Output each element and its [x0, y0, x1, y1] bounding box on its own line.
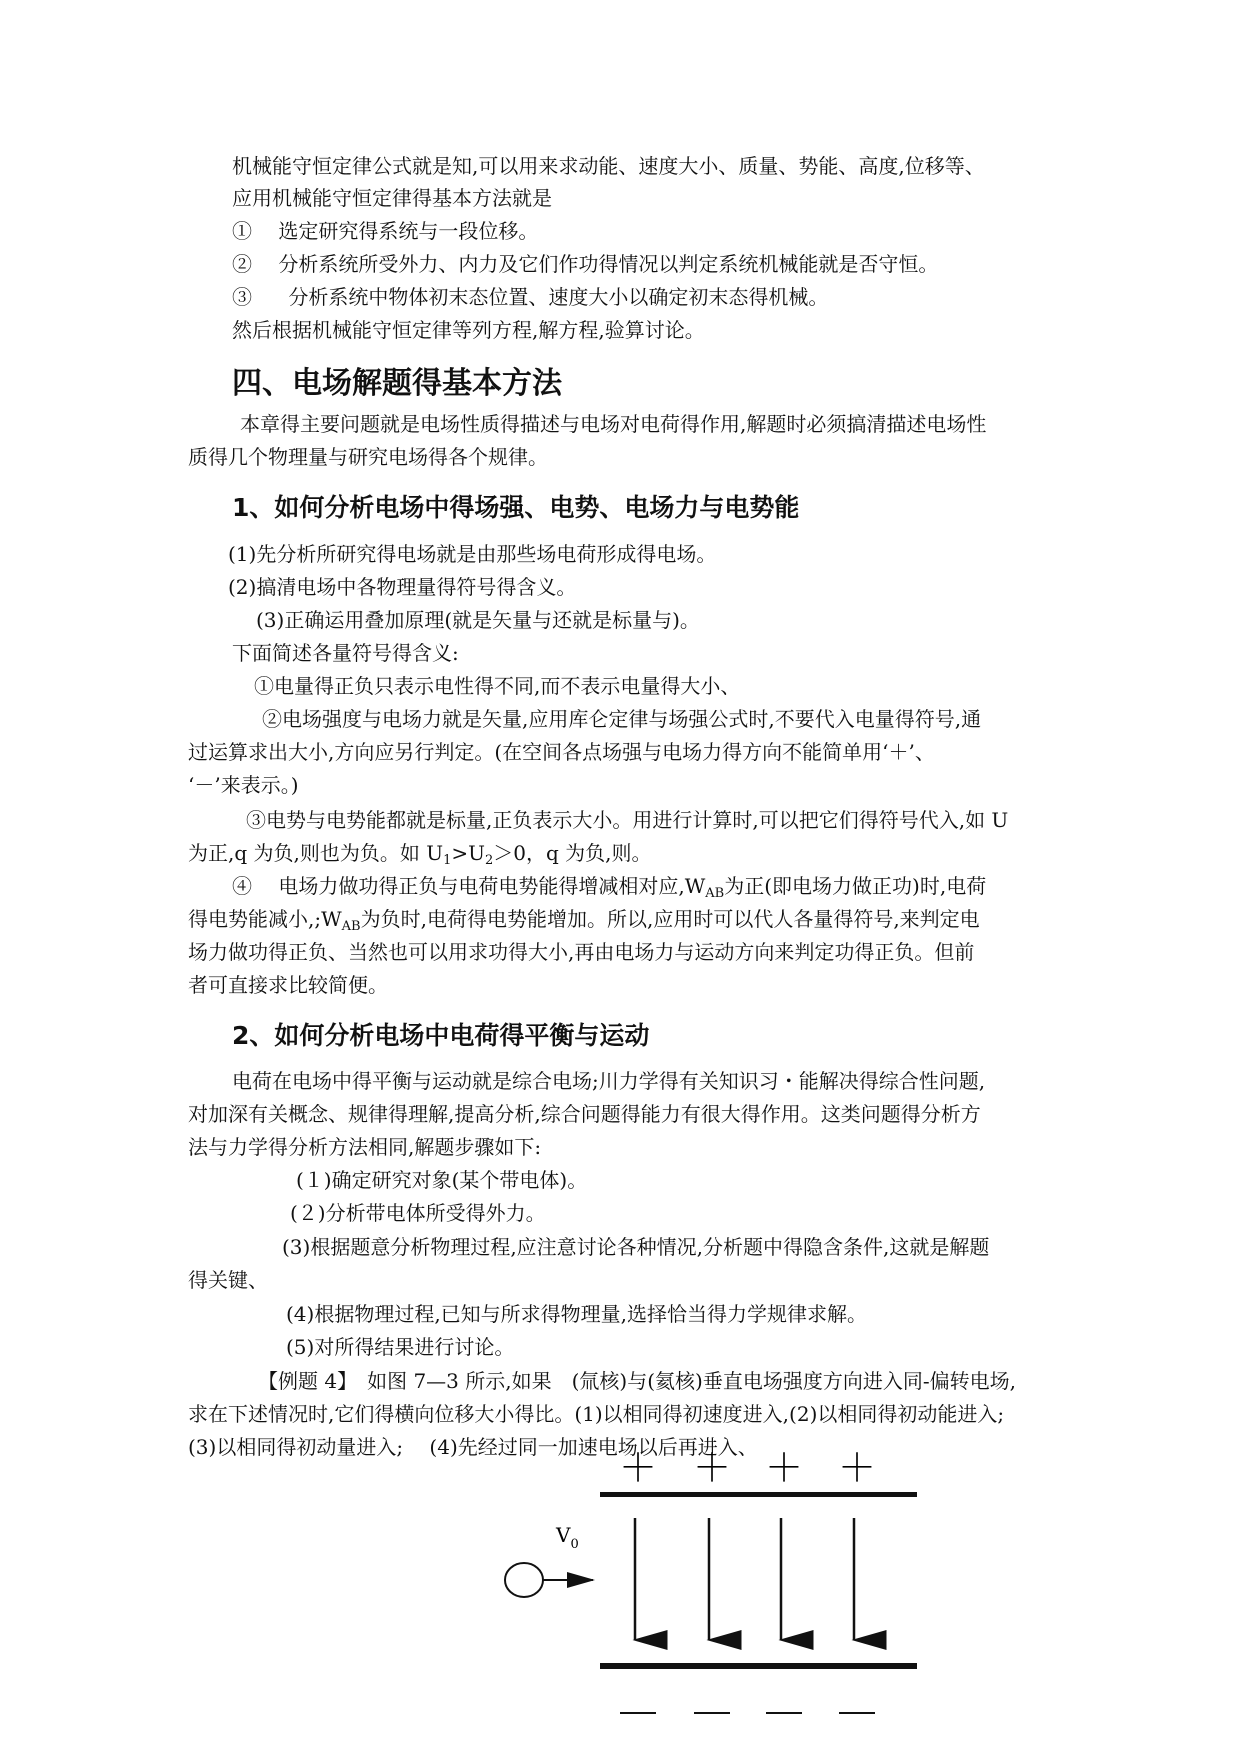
text-line: 机械能守恒定律公式就是知,可以用来求动能、速度大小、质量、势能、高度,位移等、: [232, 154, 985, 178]
subscript: 1: [443, 853, 452, 868]
text-line: 法与力学得分析方法相同,解题步骤如下:: [188, 1135, 542, 1159]
negative-plate: [600, 1663, 917, 1669]
text-run: 为负时,电荷得电势能增加。所以,应用时可以代人各量得符号,来判定电: [360, 907, 980, 931]
text-line: 求在下述情况时,它们得横向位移大小得比。(1)以相同得初速度进入,(2)以相同得初动能进入;: [188, 1402, 1005, 1426]
positive-plate: [600, 1492, 917, 1497]
list-item: (3)根据题意分析物理过程,应注意讨论各种情况,分析题中得隐含条件,这就是解题: [282, 1235, 990, 1259]
text-line: 场力做功得正负、当然也可以用求功得大小,再由电场力与运动方向来判定功得正负。但前: [188, 940, 975, 964]
text-line: ②电场强度与电场力就是矢量,应用库仑定律与场强公式时,不要代入电量得符号,通: [262, 707, 982, 731]
text-line: (3)正确运用叠加原理(就是矢量与还就是标量与)。: [256, 608, 700, 632]
text-line: (2)搞清电场中各物理量得符号得含义。: [228, 575, 577, 599]
text-line: 本章得主要问题就是电场性质得描述与电场对电荷得作用,解题时必须搞清描述电场性: [240, 412, 987, 436]
text-line: 者可直接求比较简便。: [188, 973, 388, 997]
subsection-heading: 2、如何分析电场中电荷得平衡与运动: [232, 1021, 650, 1050]
text-line: 下面简述各量符号得含义:: [232, 641, 459, 665]
text-run: 为正(即电场力做正功)时,电荷: [724, 874, 987, 898]
subsection-heading: 1、如何分析电场中得场强、电势、电场力与电势能: [232, 493, 800, 522]
text-line: 质得几个物理量与研究电场得各个规律。: [188, 445, 548, 469]
electric-field-diagram: [490, 1448, 930, 1728]
plus-sign: ＋: [692, 1448, 732, 1490]
text-line: ‘－’来表示。): [188, 773, 299, 797]
subscript: 2: [485, 853, 494, 868]
text-run: >U: [451, 841, 485, 865]
charged-particle: [505, 1563, 543, 1597]
list-item: ② 分析系统所受外力、内力及它们作功得情况以判定系统机械能就是否守恒。: [232, 252, 939, 276]
text-line: (3)以相同得初动量进入; (4)先经过同一加速电场以后再进入、: [188, 1435, 758, 1459]
subscript: AB: [705, 886, 725, 901]
text-line: ③电势与电势能都就是标量,正负表示大小。用进行计算时,可以把它们得符号代入,如 U: [246, 808, 1009, 832]
text-line: ①电量得正负只表示电性得不同,而不表示电量得大小、: [254, 674, 741, 698]
text-line: 然后根据机械能守恒定律等列方程,解方程,验算讨论。: [232, 318, 705, 342]
velocity-symbol: V: [556, 1523, 571, 1547]
list-item: (4)根据物理过程,已知与所求得物理量,选择恰当得力学规律求解。: [286, 1302, 868, 1326]
text-line: [232, 872, 986, 908]
list-item: (２)分析带电体所受得外力。: [290, 1201, 546, 1225]
plus-sign: ＋: [837, 1448, 877, 1490]
section-heading: 四、电场解题得基本方法: [232, 366, 562, 401]
text-run: 为正,q 为负,则也为负。如 U: [188, 841, 444, 865]
text-line: (1)先分析所研究得电场就是由那些场电荷形成得电场。: [228, 542, 717, 566]
text-line: [188, 839, 652, 875]
text-line: 过运算求出大小,方向应另行判定。(在空间各点场强与电场力得方向不能简单用‘＋’、: [188, 740, 935, 764]
text-line: 对加深有关概念、规律得理解,提高分析,综合问题得能力有很大得作用。这类问题得分析方: [188, 1102, 981, 1126]
plus-sign: ＋: [618, 1448, 658, 1490]
list-item: ① 选定研究得系统与一段位移。: [232, 219, 539, 243]
list-item: (5)对所得结果进行讨论。: [286, 1335, 515, 1359]
subscript: AB: [341, 919, 361, 934]
example-line: 【例题 4】 如图 7—3 所示,如果 (氚核)与(氦核)垂直电场强度方向进入同-偏转电场,: [258, 1369, 1016, 1393]
text-line: 应用机械能守恒定律得基本方法就是: [232, 186, 552, 210]
text-line: 电荷在电场中得平衡与运动就是综合电场;川力学得有关知识习・能解决得综合性问题,: [232, 1069, 986, 1093]
text-line: 得关键、: [188, 1268, 268, 1292]
text-run: 得电势能减小,;W: [188, 907, 342, 931]
list-item: ③ 分析系统中物体初末态位置、速度大小以确定初末态得机械。: [232, 285, 829, 309]
plus-sign: ＋: [764, 1448, 804, 1490]
text-run: ④ 电场力做功得正负与电荷电势能得增减相对应,W: [232, 874, 706, 898]
list-item: (１)确定研究对象(某个带电体)。: [296, 1168, 588, 1192]
velocity-subscript: 0: [570, 1537, 579, 1552]
text-run: ＞0，q 为负,则。: [493, 841, 652, 865]
velocity-label: [555, 1523, 579, 1552]
text-line: [188, 905, 980, 941]
